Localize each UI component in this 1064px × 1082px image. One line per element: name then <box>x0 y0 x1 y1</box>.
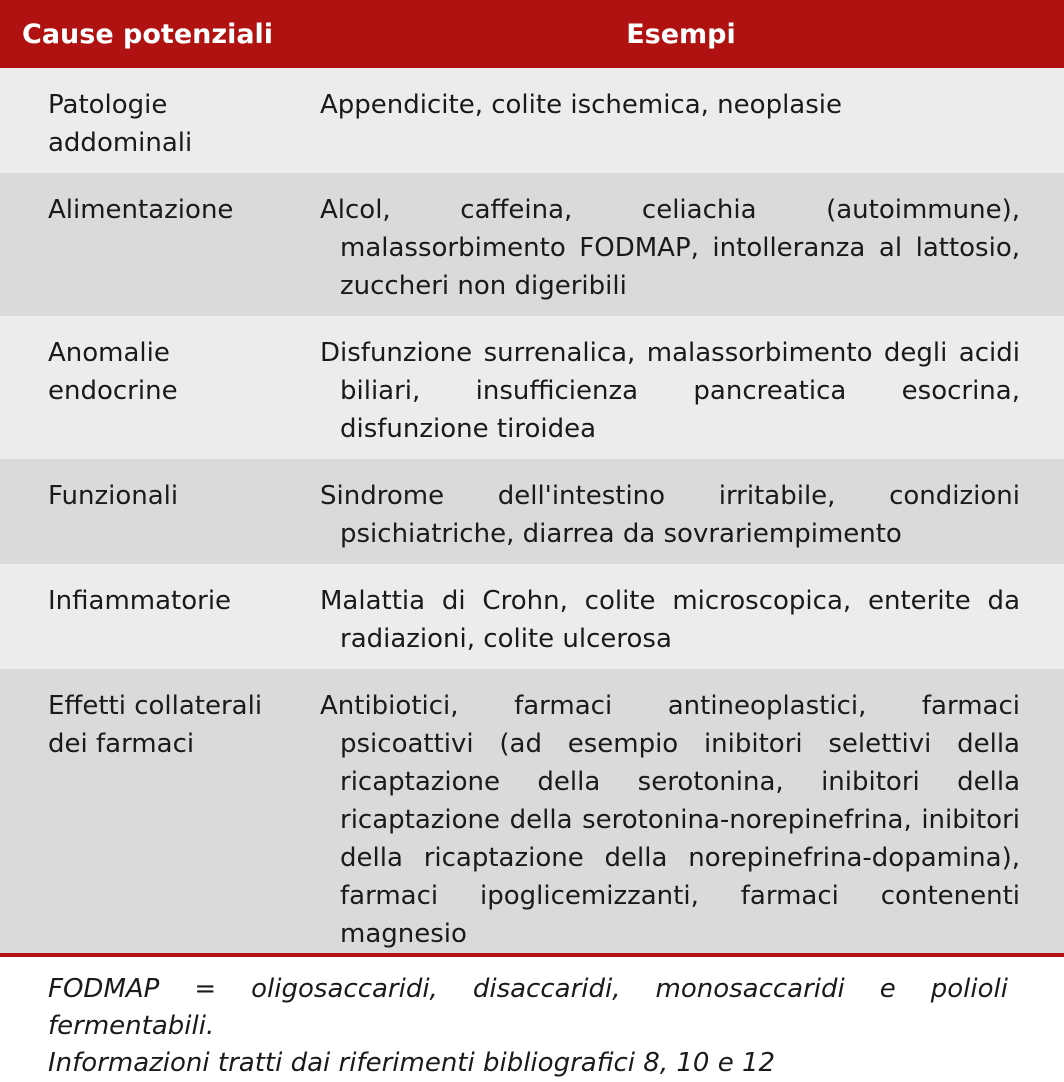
cause-cell: Effetti collaterali dei farmaci <box>0 669 298 953</box>
examples-cell: Disfunzione surrenalica, malassorbimento degli acidi biliari, insufficienza pancreatica esocrina, disfunzione tiroidea <box>298 316 1064 459</box>
table-body <box>0 68 1064 953</box>
cause-cell: Infiammatorie <box>0 564 298 669</box>
table-notes <box>0 957 1008 1082</box>
header-examples: Esempi <box>298 0 1064 68</box>
header-row <box>0 0 1064 68</box>
table-header <box>0 0 1064 68</box>
examples-cell: Appendicite, colite ischemica, neoplasie <box>298 68 1064 173</box>
cause-cell: Anomalie endocrine <box>0 316 298 459</box>
header-cause: Cause potenziali <box>0 0 298 68</box>
table-row <box>0 669 1064 953</box>
table-row <box>0 68 1064 173</box>
table-row <box>0 316 1064 459</box>
cause-cell: Patologie addominali <box>0 68 298 173</box>
examples-cell: Alcol, caffeina, celiachia (autoimmune), malassorbimento FODMAP, intolleranza al lattosio, zuccheri non digeribili <box>298 173 1064 316</box>
cause-cell: Alimentazione <box>0 173 298 316</box>
source-note: Informazioni tratti dai riferimenti bibliografici 8, 10 e 12 <box>48 1048 776 1078</box>
cause-cell: Funzionali <box>0 459 298 564</box>
table-row <box>0 173 1064 316</box>
examples-cell: Sindrome dell'intestino irritabile, condizioni psichiatriche, diarrea da sovrariempimento <box>298 459 1064 564</box>
abbreviation-note: FODMAP = oligosaccaridi, disaccaridi, monosaccaridi e polioli fermentabili. <box>48 974 1008 1041</box>
table-row <box>0 564 1064 669</box>
examples-cell: Malattia di Crohn, colite microscopica, enterite da radiazioni, colite ulcerosa <box>298 564 1064 669</box>
table-row <box>0 459 1064 564</box>
examples-cell: Antibiotici, farmaci antineoplastici, farmaci psicoattivi (ad esempio inibitori selettivi della ricaptazione della serotonina, inibitori della ricaptazione della serotonina-norepinefrina, inibitori della ricaptazione della norepinefrina-dopamina), farmaci ipoglicemizzanti, farmaci contenenti magnesio <box>298 669 1064 953</box>
